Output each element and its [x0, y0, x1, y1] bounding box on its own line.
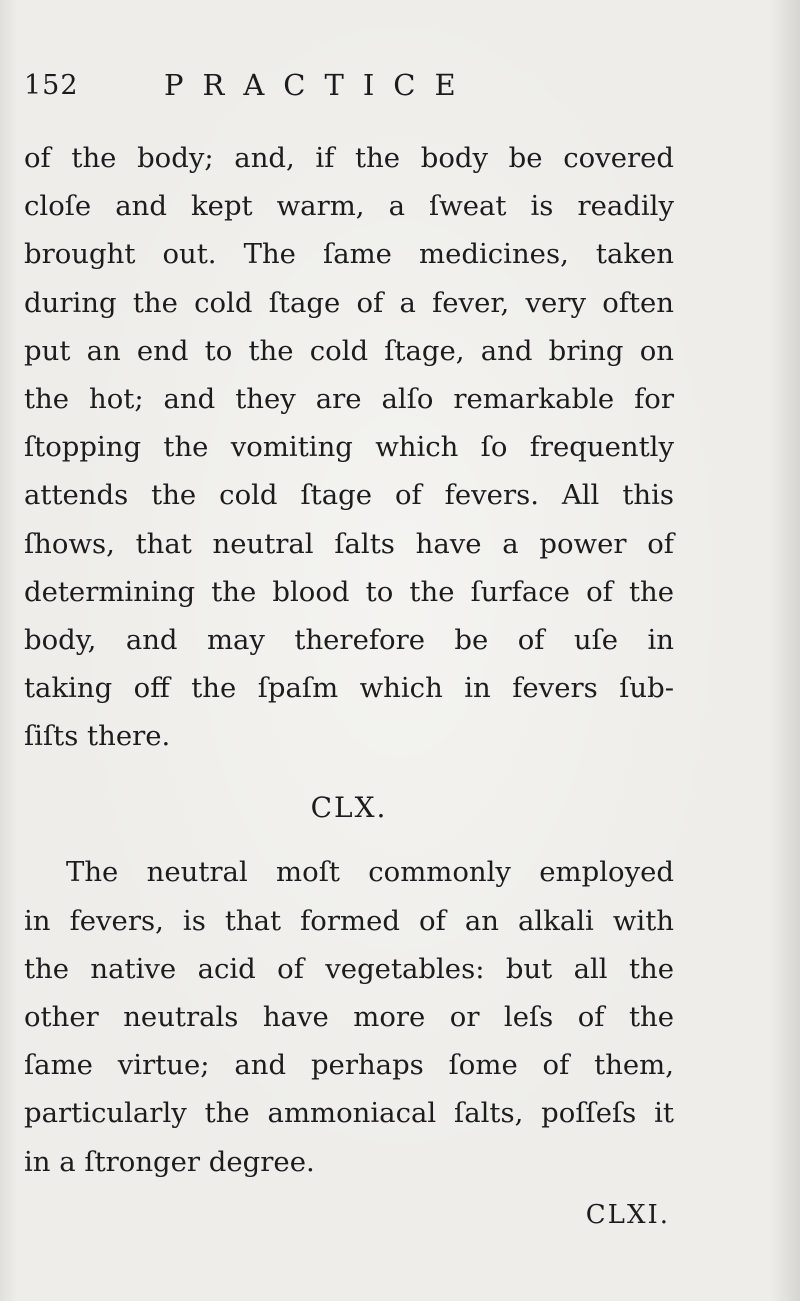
text-line: cloſe and kept warm, a ſweat is readily	[24, 190, 674, 223]
text-line: attends the cold ſtage of fevers. All this	[24, 479, 674, 512]
paragraph-continued	[24, 134, 674, 760]
text-line: body, and may therefore be of uſe in	[24, 623, 674, 656]
text-line: ſame virtue; and perhaps ſome of them,	[24, 1049, 674, 1082]
paragraph-section-clx	[24, 848, 674, 1185]
section-heading: CLX.	[310, 791, 388, 825]
text-line: the hot; and they are alſo remarkable for	[24, 382, 674, 415]
page-number: 152	[24, 70, 79, 101]
text-line: other neutrals have more or leſs of the	[24, 1001, 674, 1033]
text-line: The neutral moſt commonly employed	[66, 856, 674, 889]
text-line: put an end to the cold ſtage, and bring on	[24, 334, 674, 367]
text-line: ſhows, that neutral ſalts have a power of	[24, 527, 674, 560]
text-line: brought out. The ſame medicines, taken	[24, 238, 674, 271]
text-line: in a ſtronger degree.	[24, 1145, 315, 1178]
page-body	[24, 134, 674, 1186]
text-line: of the body; and, if the body be covered	[24, 142, 674, 174]
page-header	[24, 66, 674, 112]
text-line: the native acid of vegetables: but all the	[24, 952, 674, 985]
text-line: particularly the ammoniacal ſalts, poſſeſs it	[24, 1097, 674, 1130]
text-line: during the cold ſtage of a fever, very often	[24, 286, 674, 319]
running-head: PRACTICE	[164, 68, 475, 102]
text-line: taking off the ſpaſm which in fevers ſub-	[24, 672, 674, 705]
catchword: CLXI.	[585, 1200, 670, 1230]
text-line: ſiſts there.	[24, 720, 171, 753]
text-line: determining the blood to the ſurface of the	[24, 575, 674, 608]
text-line: ſtopping the vomiting which ſo frequently	[24, 431, 674, 464]
text-line: in fevers, is that formed of an alkali with	[24, 904, 674, 937]
